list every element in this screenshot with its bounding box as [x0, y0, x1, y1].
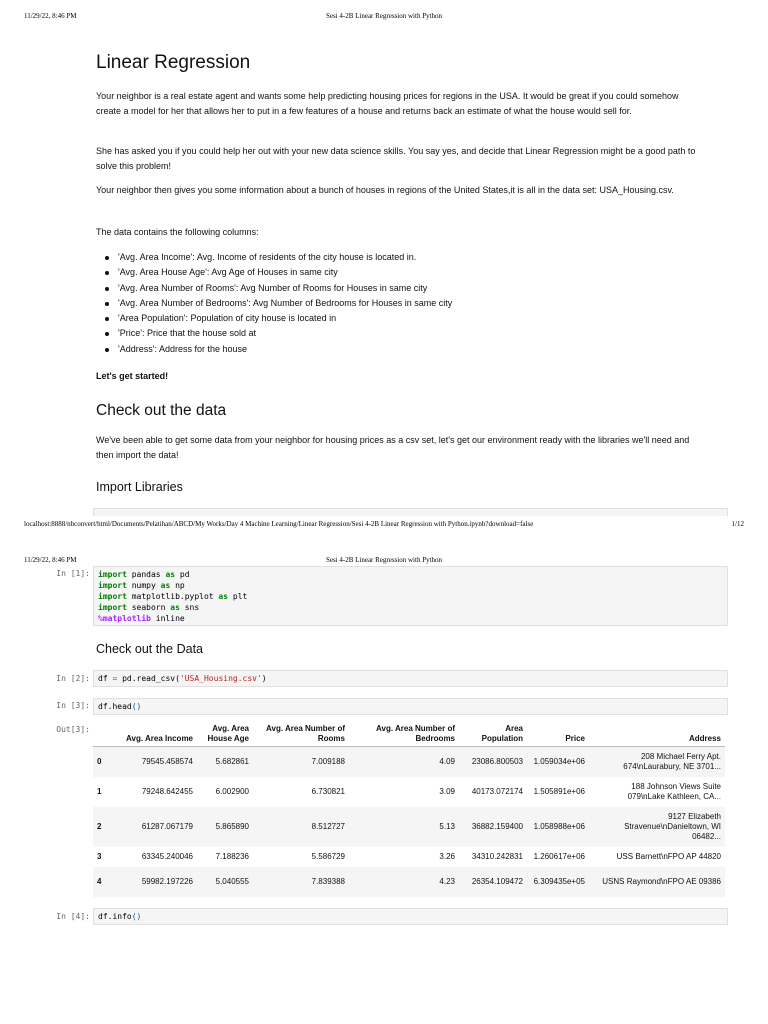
print-page-number: 1/12: [731, 520, 744, 528]
table-header: Avg. Area House Age: [197, 722, 253, 747]
table-cell: 5.040555: [197, 867, 253, 897]
cell-prompt-in-3: In [3]:: [56, 701, 90, 710]
table-header: Area Population: [459, 722, 527, 747]
table-row: [93, 847, 725, 867]
table-cell: 5.682861: [197, 747, 253, 777]
table-header: Address: [589, 722, 725, 747]
code-line: df.info(): [98, 912, 142, 921]
columns-intro-paragraph: The data contains the following columns:: [96, 227, 259, 237]
table-row: [93, 747, 725, 777]
table-cell: 79545.458574: [111, 747, 197, 777]
page-title: Linear Regression: [96, 52, 251, 73]
print-header-title: Sesi 4-2B Linear Regression with Python: [325, 12, 443, 20]
code-cell-read-csv[interactable]: [93, 670, 728, 687]
table-cell: 7.839388: [253, 867, 349, 897]
row-index: 0: [93, 747, 111, 777]
table-row: [93, 867, 725, 897]
table-row: [93, 777, 725, 807]
table-cell: 36882.159400: [459, 807, 527, 847]
table-cell: 26354.109472: [459, 867, 527, 897]
table-cell: 40173.072174: [471, 786, 523, 796]
table-cell: 34310.242831: [471, 851, 523, 861]
table-cell: 5.865890: [197, 807, 253, 847]
intro-paragraph: Your neighbor is a real estate agent and wants some help predicting housing prices for regions in the USA. It would be great if you could somehow create a model for her that allows her to put in a few features of a house and returns back an estimate of what the house would sell for.: [96, 91, 679, 116]
table-cell: 8.512727: [253, 807, 349, 847]
table-header: [93, 722, 111, 747]
table-cell: 1.505891e+06: [533, 786, 585, 796]
table-cell: 23086.800503: [459, 747, 527, 777]
table-cell: 3.09: [439, 786, 455, 796]
table-cell: 4.09: [349, 747, 459, 777]
row-index: 4: [93, 867, 111, 897]
code-line: import seaborn as sns: [98, 603, 200, 612]
print-timestamp: 11/29/22, 8:46 PM: [24, 556, 77, 564]
table-cell: 1.260617e+06: [533, 851, 585, 861]
code-cell-head[interactable]: [93, 698, 728, 715]
code-line: import numpy as np: [98, 581, 185, 590]
code-line: import matplotlib.pyplot as plt: [98, 592, 248, 601]
table-cell: 4.23: [349, 867, 459, 897]
list-item: 'Avg. Area Income': Avg. Income of residents of the city house is located in.: [118, 250, 452, 265]
subsection-heading-check-the-data: Check out the Data: [96, 642, 204, 656]
check-data-paragraph: We've been able to get some data from your neighbor for housing prices as a csv set, let's get our environment ready with the libraries we'll need and then import the data!: [96, 435, 690, 460]
dataset-paragraph: Your neighbor then gives you some information about a bunch of houses in regions of the United States,it is all in the data set: USA_Housing.csv.: [96, 185, 674, 195]
table-cell: 208 Michael Ferry Apt. 674\nLaurabury, NE 3701...: [589, 747, 725, 777]
table-cell: 1.059034e+06: [527, 747, 589, 777]
table-cell: 1.058988e+06: [527, 807, 589, 847]
list-item: 'Avg. Area House Age': Avg Age of Houses in same city: [118, 265, 452, 280]
code-line: %matplotlib inline: [98, 614, 185, 623]
cell-prompt-in-4: In [4]:: [56, 912, 90, 921]
code-line: import pandas as pd: [98, 570, 190, 579]
table-cell: 63345.240046: [141, 851, 193, 861]
table-header: Price: [527, 722, 589, 747]
cell-prompt-in-1: In [1]:: [56, 569, 90, 578]
row-index: 1: [97, 786, 102, 796]
list-item: 'Price': Price that the house sold at: [118, 326, 452, 341]
table-cell: 6.309435e+05: [527, 867, 589, 897]
section-heading-check-data: Check out the data: [96, 402, 227, 419]
list-item: 'Avg. Area Number of Bedrooms': Avg Number of Bedrooms for Houses in same city: [118, 296, 452, 311]
row-index: 3: [97, 851, 102, 861]
columns-list: [118, 250, 452, 357]
cell-prompt-in-2: In [2]:: [56, 674, 90, 683]
table-cell: 6.002900: [215, 786, 249, 796]
row-index: 2: [93, 807, 111, 847]
table-cell: 9127 Elizabeth Stravenue\nDanieltown, WI 06482...: [589, 807, 725, 847]
table-cell: 6.730821: [311, 786, 345, 796]
table-header: Avg. Area Income: [111, 722, 197, 747]
code-cell-continued[interactable]: [93, 508, 728, 516]
lets-get-started-text: Let's get started!: [96, 371, 169, 381]
subsection-heading-import-libraries: Import Libraries: [96, 480, 183, 494]
table-cell: 7.009188: [253, 747, 349, 777]
table-cell: 5.586729: [311, 851, 345, 861]
dataframe-head-table: [93, 722, 725, 897]
code-line: df = pd.read_csv('USA_Housing.csv'): [98, 674, 267, 683]
code-line: df.head(): [98, 702, 142, 711]
table-cell: 79248.642455: [141, 786, 193, 796]
table-cell: 7.188236: [215, 851, 249, 861]
table-header: Avg. Area Number of Bedrooms: [349, 722, 459, 747]
table-cell: USNS Raymond\nFPO AE 09386: [589, 867, 725, 897]
table-cell: 5.13: [349, 807, 459, 847]
cell-prompt-out-3: Out[3]:: [56, 725, 90, 734]
list-item: 'Area Population': Population of city house is located in: [118, 311, 452, 326]
print-header-title: Sesi 4-2B Linear Regression with Python: [325, 556, 443, 564]
table-cell: USS Barnett\nFPO AP 44820: [616, 851, 721, 861]
code-cell-imports[interactable]: [93, 566, 728, 626]
list-item: 'Avg. Area Number of Rooms': Avg Number of Rooms for Houses in same city: [118, 281, 452, 296]
table-header-row: [93, 722, 725, 747]
table-header: Avg. Area Number of Rooms: [253, 722, 349, 747]
list-item: 'Address': Address for the house: [118, 342, 452, 357]
table-cell: 188 Johnson Views Suite 079\nLake Kathleen, CA...: [627, 781, 721, 801]
code-cell-info[interactable]: [93, 908, 728, 925]
print-footer-url: localhost:8888/nbconvert/html/Documents/Pelatihan/ABCD/My Works/Day 4 Machine Learning/Linear Regression/Sesi 4-2B Linear Regression with Python.ipynb?download=false: [24, 520, 534, 528]
neighbor-asks-paragraph: She has asked you if you could help her out with your new data science skills. You say yes, and decide that Linear Regression might be a good path to solve this problem!: [96, 146, 696, 171]
print-timestamp: 11/29/22, 8:46 PM: [24, 12, 77, 20]
table-cell: 3.26: [439, 851, 455, 861]
table-cell: 61287.067179: [111, 807, 197, 847]
table-cell: 59982.197226: [111, 867, 197, 897]
table-row: [93, 807, 725, 847]
